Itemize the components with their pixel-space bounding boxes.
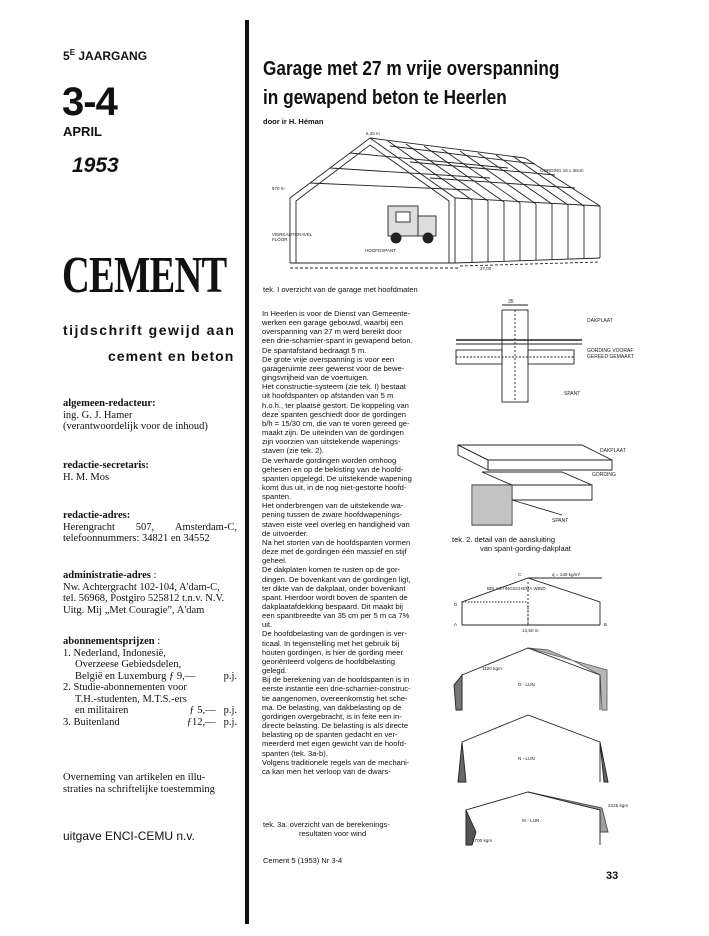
svg-text:27,00: 27,00 [480,266,492,271]
svg-text:DAKPLAAT: DAKPLAAT [600,448,626,454]
tagline-line2: cement en beton [108,348,235,364]
svg-text:SPANT: SPANT [564,391,581,397]
subs-item: 2. Studie-abonnementen voor [63,682,187,693]
svg-text:HOOFDSPANT: HOOFDSPANT [365,248,396,253]
subs-item: T.H.-studenten, M.T.S.-ers [75,693,187,705]
caption-figure3: tek. 3a. overzicht van de berekenings- resultaten voor wind [263,820,390,838]
secretary-line: H. M. Mos [63,471,110,483]
admin-line: Nw. Achtergracht 102-104, A'dam-C, [63,581,220,593]
admin-line: Uitg. Mij „Met Couragie”, A'dam [63,604,205,616]
svg-text:BELASTINGSCHEMA WIND: BELASTINGSCHEMA WIND [487,586,546,591]
secretary-heading: redactie-secretaris: [63,460,149,471]
address-heading: redactie-adres: [63,510,131,521]
svg-text:13,50 m: 13,50 m [522,628,539,633]
reprint-notice: Overneming van artikelen en illu- straties na schriftelijke toestemming [63,772,215,795]
column-divider [245,20,249,924]
subs-item: 3. Buitenland ƒ12,— p.j. [63,716,237,728]
issue-year: 1953 [72,154,119,177]
issue-number: 3-4 [62,80,117,124]
svg-text:D - LIJN: D - LIJN [518,682,535,687]
subs-item: België en Luxemburg ƒ 9,— p.j. [75,670,237,682]
svg-text:1700 kgm: 1700 kgm [472,838,493,843]
svg-text:FLOOR: FLOOR [272,237,288,242]
editor-line: ing. G. J. Hamer [63,409,133,421]
figure-connection-detail [452,299,634,532]
svg-text:q = 140 kg/m²: q = 140 kg/m² [552,572,581,577]
admin-heading: administratie-adres [63,570,151,581]
caption-figure1: tek. I overzicht van de garage met hoofdmaten [263,285,418,294]
issue-month: APRIL [63,124,102,139]
svg-text:DAKPLAAT: DAKPLAAT [587,318,613,324]
subs-item: en militairen ƒ 5,— p.j. [75,705,237,716]
article-title: Garage met 27 m vrije overspanning in gewapend beton te Heerlen [263,58,560,109]
svg-text:35: 35 [508,299,514,305]
editor-heading: algemeen-redacteur: [63,398,156,409]
editor-line: (verantwoordelijk voor de inhoud) [63,421,208,432]
address-line: Herengracht 507, Amsterdam-C, [63,521,237,533]
svg-text:2225 kgm: 2225 kgm [608,803,629,808]
address-block [63,510,237,545]
svg-text:SPANT: SPANT [552,518,569,524]
subs-item: Overzeese Gebiedsdelen, [75,659,182,670]
masthead-logo: CEMENT [62,247,227,304]
svg-text:A: A [454,622,458,627]
svg-text:GORDING 15 x 30cm: GORDING 15 x 30cm [540,168,584,173]
publisher: uitgave ENCI-CEMU n.v. [63,829,195,843]
address-phone: telefoonnummers: 34821 en 34552 [63,533,210,544]
administration-block: administratie-adres : Nw. Achtergracht 102-104, A'dam-C, tel. 56968, Postgiro 525812 t.n.v. N.V. Uitg. Mij „Met Couragie”, A'dam [63,570,237,616]
article-body: In Heerlen is voor de Dienst van Gemeente- werken een garage gebouwd, waarbij een overspanning van 27 m werd bereikt door een drie-scharnier-spant in gewapend beton. De spantafstand bedraagt 5 m. De grote vrije overspanning is voor een garageruimte zeer gewenst voor de bewe- gingsvrijheid van de voertuigen. Het constructie-systeem (zie tek. I) bestaat uit hoofdspanten op afstanden van 5 m h.o.h., ter plaatse gestort. De koppeling van deze spanten geschiedt door de gordingen b/h = 15/30 cm, die van te voren gereed ge- maakt zijn. De uiteinden van de gordingen zijn voorzien van uitstekende wapenings- staven (zie tek. 2). De verharde gordingen worden omhoog gehesen en op de bekisting van de hoofd- spanten opgelegd. De uitstekende wapening komt dus uit, in de nog niet-gestorte hoofd- spanten. Het onderbrengen van de uitstekende wa- pening tussen de zware hoofdwapenings- staven eiste veel overleg en handigheid van de uitvoerder. Na het storten van de hoofdspanten vormen deze met de gordingen één massief en stijf geheel. De dakplaten komen te rusten op de gor- dingen. De bovenkant van de gordingen ligt, ter dikte van de dakplaat, onder bovenkant spant. Hierdoor wordt boven de spanten de dakplaatafdekking bespaard. Dit maakt bij een spantbreedte van 35 cm per 5 m ca 7% uit. De hoofdbelasting van de gordingen is ver- ticaal. In tegenstelling met het gebruik bij houten gordingen, is hier de gording meer georiënteerd volgens de hoofdbelasting gelegd. Bij de berekening van de hoofdspanten is in eerste instantie een drie-scharnier-construc- tie aangenomen, overeenkomstig het sche- ma. De belasting, van dakbelasting op de gordingen overgebracht, is in feite een in- directe belasting. De belasting is als directe belasting op de spanten gedacht en ver- meerderd met eigen gewicht van de hoofd- spanten (tek. 3a-b). Volgens traditionele regels van de mechani- ca kan men het verloop van de dwars- [262,309,413,776]
subs-heading: abonnementsprijzen [63,636,155,647]
svg-text:6,25 m: 6,25 m [366,131,380,136]
caption-figure2: tek. 2. detail van de aansluiting van spant-gording-dakplaat [452,535,571,553]
svg-text:570 m: 570 m [272,186,285,191]
svg-text:N - LIJN: N - LIJN [518,756,535,761]
tagline-line1: tijdschrift gewijd aan [63,322,236,338]
admin-line: tel. 56968, Postgiro 525812 t.n.v. N.V. [63,593,225,604]
volume-label: $5^E$ JAARGANG [63,48,148,63]
secretary-block [63,460,237,483]
subs-item: 1. Nederland, Indonesië, [63,647,166,659]
svg-text:1120 kgm: 1120 kgm [482,666,502,671]
figure-garage-overview [270,128,620,276]
svg-text:D: D [454,602,458,607]
subscription-block: abonnementsprijzen : 1. Nederland, Indonesië, Overzeese Gebiedsdelen, België en Luxemburg ƒ 9,— p.j. 2. Studie-abonnementen voor T.H.-studenten, M.T.S.-ers en militairen ƒ 5,— p.j. 3. Buitenland ƒ12,— p.j. [63,636,237,728]
svg-text:C: C [518,572,522,577]
svg-text:B: B [604,622,608,627]
page-footer: Cement 5 (1953) Nr 3-4 [263,856,343,865]
svg-text:M - LIJN: M - LIJN [522,818,540,823]
svg-text:GORDING: GORDING [592,472,616,478]
figure-calculation-diagrams [452,570,627,855]
page-number: 33 [606,870,619,882]
svg-text:VIERKANTGRAVEL: VIERKANTGRAVEL [272,232,313,237]
editor-block [63,398,237,433]
svg-text:GORDING VOORAF: GORDING VOORAF [587,348,634,354]
svg-text:GEREED GEMAAKT: GEREED GEMAAKT [587,354,634,360]
article-author: door ir H. Héman [263,117,324,126]
